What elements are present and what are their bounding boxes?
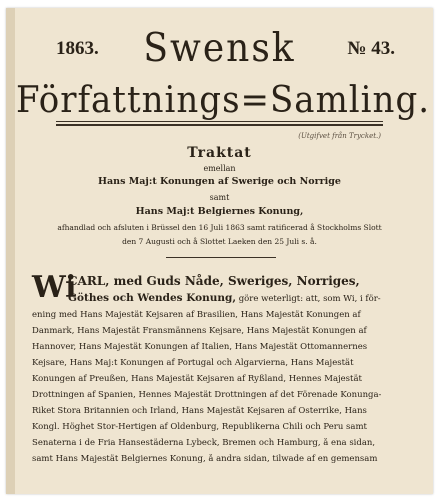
place-date-line-1: afhandlad och afsluten i Brüssel den 16 Juli 1863 samt ratificerad å Stockholms Slott xyxy=(57,223,382,232)
body-line: Riket Stora Britannien och Irland, Hans Majestät Kejsaren af Österrike, Hans xyxy=(32,406,367,416)
body-line: Danmark, Hans Majestät Fransmännens Kejsare, Hans Majestät Konungen af xyxy=(32,326,367,336)
issue-number: № 43. xyxy=(347,38,395,59)
second-party: Hans Maj:t Belgiernes Konung, xyxy=(135,206,304,217)
title-line-1: Swensk xyxy=(143,26,296,71)
section-divider xyxy=(166,257,276,258)
masthead-rule-thick xyxy=(56,124,383,126)
and-label: samt xyxy=(209,193,230,202)
body-line-2-rest: göre weterligt: att, som Wi, i för- xyxy=(236,294,381,304)
body-line: Kongl. Höghet Stor-Hertigen af Oldenburg, Republikerna Chili och Peru samt xyxy=(32,422,367,432)
place-date-line-2: den 7 Augusti och å Slottet Laeken den 25 Juli s. å. xyxy=(122,237,317,246)
body-line-2 xyxy=(68,292,413,304)
body-line: Kejsare, Hans Maj:t Konungen af Portugal och Algarvierna, Hans Majestät xyxy=(32,358,354,368)
body-line: Konungen af Preußen, Hans Majestät Kejsaren af Ryßland, Hennes Majestät xyxy=(32,374,362,384)
masthead xyxy=(16,20,431,122)
year-label: 1863. xyxy=(56,38,99,59)
first-party: Hans Maj:t Konungen af Swerige och Norrige xyxy=(98,176,341,187)
body-line: ening med Hans Majestät Kejsaren af Brasilien, Hans Majestät Konungen af xyxy=(32,310,361,320)
masthead-rule-thin xyxy=(56,121,383,122)
document-page xyxy=(6,8,433,494)
body-line: Hannover, Hans Majestät Konungen af Italien, Hans Majestät Ottomannernes xyxy=(32,342,368,352)
body-line-2-bold: Göthes och Wendes Konung, xyxy=(68,292,237,304)
body-line: Drottningen af Spanien, Hennes Majestät Drottningen af det Förenade Konunga- xyxy=(32,390,382,400)
body-line: samt Hans Majestät Belgiernes Konung, å andra sidan, tilwade af en gemensam xyxy=(32,454,378,464)
body-line-1: CARL, med Guds Nåde, Sweriges, Norriges, xyxy=(68,274,360,288)
publication-note: (Utgifvet från Trycket.) xyxy=(298,132,381,140)
drop-cap: Wi xyxy=(32,270,77,305)
body-line: Senaterna i de Fria Hansestäderna Lybeck, Bremen och Hamburg, å ena sidan, xyxy=(32,438,376,448)
page-spine-shadow xyxy=(6,8,15,494)
between-label: emellan xyxy=(203,164,236,173)
document-type-heading: Traktat xyxy=(187,145,252,161)
title-line-2: Författnings=Samling. xyxy=(16,78,431,122)
